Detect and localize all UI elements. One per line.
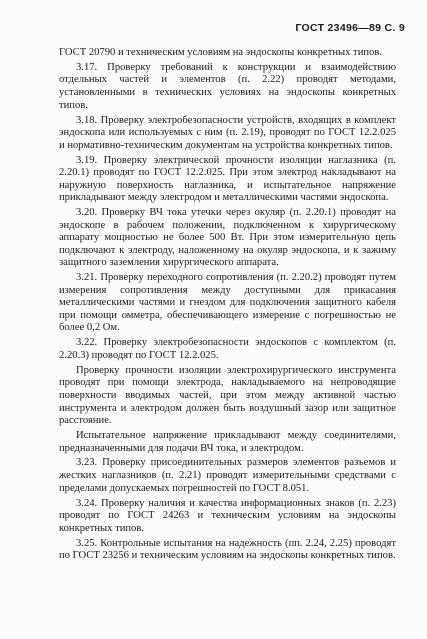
paragraph-3-22: 3.22. Проверку электробезопасности эндоскопов с комплектом (п. 2.20.3) проводят по ГОСТ 12.2.025. bbox=[59, 337, 396, 361]
page-header: ГОСТ 23496—89 С. 9 bbox=[295, 22, 405, 34]
paragraph-3-18: 3.18. Проверку электробезопасности устройств, входящих в комплект эндоскопа или используемых с ним (п. 2.19), проводят по ГОСТ 12.2.025 и нормативно-техническим документам на устройства конкретных типов. bbox=[59, 114, 396, 151]
paragraph-3-20: 3.20. Проверку ВЧ тока утечки через окуляр (п. 2.20.1) проводят на эндоскопе в рабочем положении, подключенном к хирургическому аппарату мощностью не более 500 Вт. При этом измерительную цепь подключают к электроду, наложенному на окуляр эндоскопа, и к зажиму защитного заземления хирургического аппарата. bbox=[59, 207, 396, 269]
paragraph-3-23: 3.23. Проверку присоединительных размеров элементов разъемов и жестких наглазников (п. 2.21) проводят измерительными средствами с пределами допускаемых погрешностей по ГОСТ 8.051. bbox=[59, 457, 396, 494]
paragraph-3-25: 3.25. Контрольные испытания на надежность (пп. 2.24, 2.25) проводят по ГОСТ 23256 и техническим условиям на эндоскопы конкретных типов. bbox=[59, 537, 396, 562]
paragraph-3-17: 3.17. Проверку требований к конструкции и взаимодействию отдельных частей и элементов (п. 2.22) проводят методами, установленными в технических условиях на эндоскопы конкретных типов. bbox=[59, 61, 396, 111]
paragraph-continuation: ГОСТ 20790 и техническим условиям на эндоскопы конкретных типов. bbox=[59, 47, 382, 58]
paragraph-3-21: 3.21. Проверку переходного сопротивления (п. 2.20.2) проводят путем измерения сопротивления между доступными для прикасания металлическими частями и гнездом для подключения защитного кабеля при помощи омметра, обеспечивающего измерение с погрешностью не более 0,2 Ом. bbox=[59, 272, 396, 334]
paragraph-test-voltage: Испытательное напряжение прикладывают между соединителями, предназначенными для подачи ВЧ тока, и электродом. bbox=[59, 429, 396, 454]
paragraph-insulation-test: Проверку прочности изоляции электрохирургического инструмента проводят при помощи электрода, накладываемого на непроводящие поверхности вводимых частей, при этом между активной частью инструмента и электродом должен быть воздушный зазор или защитное расстояние. bbox=[59, 364, 396, 427]
document-body bbox=[59, 47, 396, 565]
paragraph-3-19: 3.19. Проверку электрической прочности изоляции наглазника (п. 2.20.1) проводят по ГОСТ 12.2.025. При этом электрод накладывают на наружную поверхность наглазника, и испытательное напряжение прикладывают между электродом и металлическими частями эндоскопа. bbox=[59, 154, 396, 204]
paragraph-3-24: 3.24. Проверку наличия и качества информационных знаков (п. 2.23) проводят по ГОСТ 24263 и техническим условиям на эндоскопы конкретных типов. bbox=[59, 497, 396, 534]
